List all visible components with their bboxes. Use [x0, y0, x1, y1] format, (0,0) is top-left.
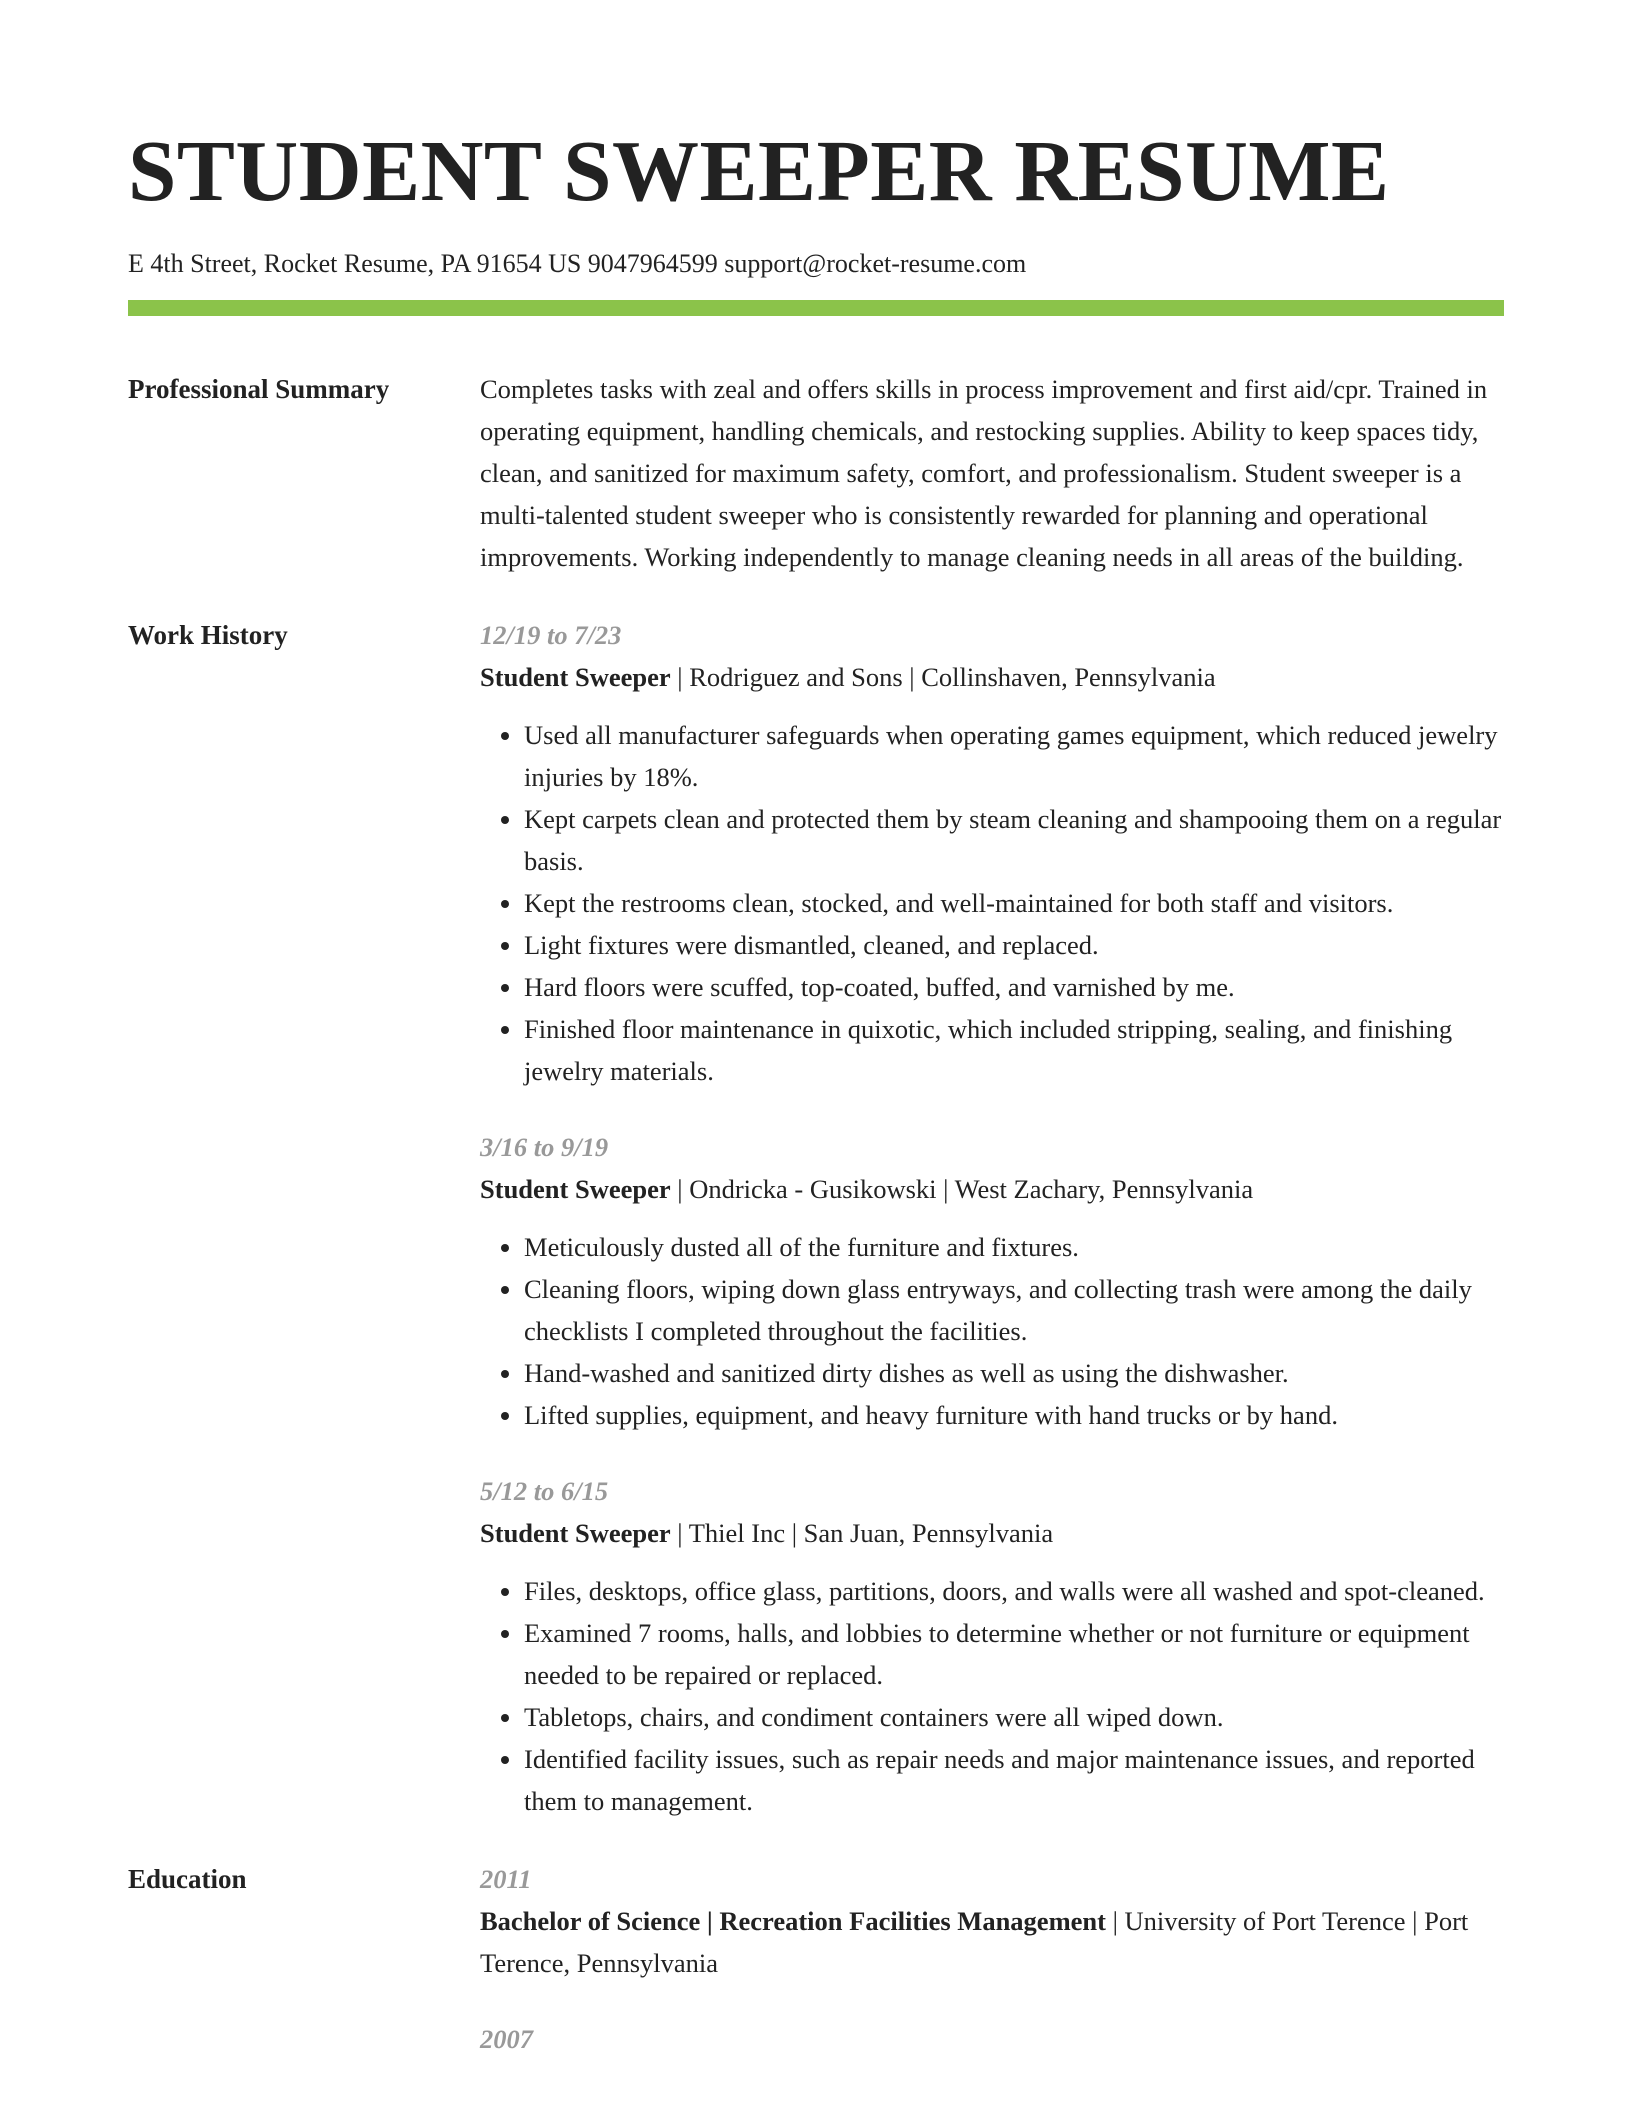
education-degree: Bachelor of Science | Recreation Facilities Management — [480, 1906, 1106, 1936]
job-bullet: • Kept carpets clean and protected them by steam cleaning and shampooing them on a regular basis. — [524, 798, 1504, 882]
job-bullet: • Light fixtures were dismantled, cleaned, and replaced. — [524, 924, 1504, 966]
job-details: | Thiel Inc | San Juan, Pennsylvania — [670, 1518, 1054, 1548]
summary-text: Completes tasks with zeal and offers skills in process improvement and first aid/cpr. Trained in operating equipment, handling chemicals, and restocking supplies. Ability to keep spaces tidy, clean, and sanitized for maximum safety, comfort, and professionalism. Student sweeper is a multi-talented student sweeper who is consistently rewarded for planning and operational improvements. Working independently to manage cleaning needs in all areas of the building. — [480, 374, 1488, 572]
job-entry — [480, 614, 1504, 1092]
job-date: 3/16 to 9/19 — [480, 1132, 609, 1162]
job-title: Student Sweeper — [480, 662, 671, 692]
work-history-section — [128, 614, 1504, 1822]
job-bullets — [480, 1226, 1504, 1436]
education-date: 2007 — [480, 2024, 533, 2054]
job-bullet: • Hard floors were scuffed, top-coated, buffed, and varnished by me. — [524, 966, 1504, 1008]
job-date: 12/19 to 7/23 — [480, 620, 622, 650]
job-bullet: • Meticulously dusted all of the furniture and fixtures. — [524, 1226, 1504, 1268]
work-history-body — [480, 614, 1504, 1822]
job-bullet: • Cleaning floors, wiping down glass entryways, and collecting trash were among the daily checklists I completed throughout the facilities. — [524, 1268, 1504, 1352]
job-entry — [480, 1470, 1504, 1822]
job-bullet: • Files, desktops, office glass, partitions, doors, and walls were all washed and spot-cleaned. — [524, 1570, 1504, 1612]
job-bullet: • Used all manufacturer safeguards when operating games equipment, which reduced jewelry injuries by 18%. — [524, 714, 1504, 798]
job-bullet: • Lifted supplies, equipment, and heavy furniture with hand trucks or by hand. — [524, 1394, 1504, 1436]
education-label: Education — [128, 1864, 247, 1894]
education-heading — [480, 1900, 1504, 1984]
job-bullet: • Examined 7 rooms, halls, and lobbies to determine whether or not furniture or equipment needed to be repaired or replaced. — [524, 1612, 1504, 1696]
job-bullets — [480, 1570, 1504, 1822]
education-body — [480, 1858, 1504, 2060]
education-date: 2011 — [480, 1864, 532, 1894]
job-date: 5/12 to 6/15 — [480, 1476, 609, 1506]
summary-section — [128, 368, 1504, 578]
education-details: | University of Port Terence | Port Terence, Pennsylvania — [480, 1906, 1469, 1978]
job-details: | Rodriguez and Sons | Collinshaven, Pennsylvania — [670, 662, 1216, 692]
summary-body — [480, 368, 1504, 578]
job-title: Student Sweeper — [480, 1174, 671, 1204]
job-title: Student Sweeper — [480, 1518, 671, 1548]
summary-label: Professional Summary — [128, 374, 390, 404]
resume-page — [128, 116, 1504, 2060]
education-entry — [480, 1858, 1504, 1984]
work-history-label: Work History — [128, 620, 288, 650]
contact-line: E 4th Street, Rocket Resume, PA 91654 US 9047964599 support@rocket-resume.com — [128, 249, 1027, 278]
job-entry — [480, 1126, 1504, 1436]
job-heading — [480, 656, 1504, 698]
job-bullet: • Tabletops, chairs, and condiment containers were all wiped down. — [524, 1696, 1504, 1738]
job-bullet: • Finished floor maintenance in quixotic, which included stripping, sealing, and finishing jewelry materials. — [524, 1008, 1504, 1092]
job-bullet: • Identified facility issues, such as repair needs and major maintenance issues, and reported them to management. — [524, 1738, 1504, 1822]
education-section — [128, 1858, 1504, 2060]
job-bullet: • Hand-washed and sanitized dirty dishes as well as using the dishwasher. — [524, 1352, 1504, 1394]
accent-divider — [128, 300, 1504, 316]
resume-title: STUDENT SWEEPER RESUME — [128, 122, 1390, 219]
job-details: | Ondricka - Gusikowski | West Zachary, Pennsylvania — [670, 1174, 1254, 1204]
job-bullets — [480, 714, 1504, 1092]
job-bullet: • Kept the restrooms clean, stocked, and well-maintained for both staff and visitors. — [524, 882, 1504, 924]
job-heading — [480, 1168, 1504, 1210]
education-entry — [480, 2018, 1504, 2060]
job-heading — [480, 1512, 1504, 1554]
